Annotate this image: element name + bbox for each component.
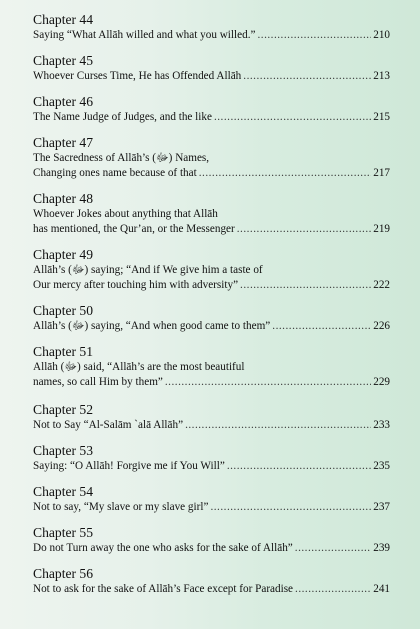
entry-line bbox=[33, 541, 390, 556]
entry-description bbox=[33, 110, 390, 125]
toc-entry-chapter-56 bbox=[33, 566, 390, 597]
entry-title: Allāh’s (ﷻ) saying, “And when good came to them” bbox=[33, 320, 271, 332]
entry-description bbox=[33, 500, 390, 515]
dot-leader bbox=[227, 459, 371, 474]
page-number: 219 bbox=[373, 223, 390, 235]
entry-title: Not to ask for the sake of Allāh’s Face except for Paradise bbox=[33, 583, 294, 595]
entry-line bbox=[33, 69, 390, 84]
entry-line bbox=[33, 360, 390, 375]
chapter-heading: Chapter 52 bbox=[33, 402, 94, 417]
entry-description bbox=[33, 459, 390, 474]
toc-entry-chapter-44 bbox=[33, 12, 390, 43]
entry-description bbox=[33, 207, 390, 237]
entry-title: Not to say, “My slave or my slave girl” bbox=[33, 501, 209, 513]
entry-description bbox=[33, 151, 390, 181]
entry-title-line-2: names, so call Him by them” bbox=[33, 376, 163, 388]
chapter-heading: Chapter 51 bbox=[33, 344, 94, 359]
chapter-heading: Chapter 54 bbox=[33, 484, 94, 499]
page-number: 217 bbox=[373, 167, 390, 179]
chapter-heading: Chapter 45 bbox=[33, 53, 94, 68]
dot-leader bbox=[257, 28, 371, 43]
toc-entry-chapter-53 bbox=[33, 443, 390, 474]
entry-description bbox=[33, 360, 390, 390]
entry-line bbox=[33, 459, 390, 474]
dot-leader bbox=[165, 375, 371, 390]
dot-leader bbox=[185, 418, 371, 433]
toc-entry-chapter-55 bbox=[33, 525, 390, 556]
entry-title: Saying “What Allāh willed and what you willed.” bbox=[33, 29, 256, 41]
page-number: 233 bbox=[373, 419, 390, 431]
dot-leader bbox=[240, 278, 371, 293]
toc-entry-chapter-47 bbox=[33, 135, 390, 181]
page-number: 215 bbox=[373, 111, 390, 123]
entry-line bbox=[33, 319, 390, 334]
toc-entry-chapter-45 bbox=[33, 53, 390, 84]
entry-title: Saying: “O Allāh! Forgive me if You Will” bbox=[33, 460, 225, 472]
entry-title-line-2: has mentioned, the Qur’an, or the Messenger bbox=[33, 223, 235, 235]
entry-line bbox=[33, 207, 390, 222]
entry-title: Whoever Curses Time, He has Offended Allāh bbox=[33, 70, 242, 82]
chapter-heading: Chapter 46 bbox=[33, 94, 94, 109]
page-number: 210 bbox=[373, 29, 390, 41]
dot-leader bbox=[210, 500, 371, 515]
dot-leader bbox=[214, 110, 371, 125]
page-number: 239 bbox=[373, 542, 390, 554]
toc-entry-chapter-48 bbox=[33, 191, 390, 237]
entry-description bbox=[33, 28, 390, 43]
page-number: 237 bbox=[373, 501, 390, 513]
toc-entry-chapter-50 bbox=[33, 303, 390, 334]
page-number: 235 bbox=[373, 460, 390, 472]
toc-entry-chapter-49 bbox=[33, 247, 390, 293]
dot-leader bbox=[295, 582, 371, 597]
entry-description bbox=[33, 418, 390, 433]
dot-leader bbox=[199, 166, 371, 181]
toc-entry-chapter-52 bbox=[33, 402, 390, 433]
entry-description bbox=[33, 69, 390, 84]
dot-leader bbox=[272, 319, 371, 334]
entry-title: The Name Judge of Judges, and the like bbox=[33, 111, 212, 123]
toc-entry-chapter-46 bbox=[33, 94, 390, 125]
chapter-heading: Chapter 49 bbox=[33, 247, 94, 262]
entry-title: Not to Say “Al-Salām `alā Allāh” bbox=[33, 419, 184, 431]
page-number: 241 bbox=[373, 583, 390, 595]
entry-title-line-1: Allāh’s (ﷻ) saying; “And if We give him a taste of bbox=[33, 264, 263, 276]
entry-line bbox=[33, 222, 390, 237]
entry-line bbox=[33, 263, 390, 278]
entry-line bbox=[33, 375, 390, 390]
entry-title: Do not Turn away the one who asks for the sake of Allāh” bbox=[33, 542, 293, 554]
entry-description bbox=[33, 319, 390, 334]
chapter-heading: Chapter 56 bbox=[33, 566, 94, 581]
entry-title-line-2: Changing ones name because of that bbox=[33, 167, 197, 179]
entry-description bbox=[33, 541, 390, 556]
dot-leader bbox=[243, 69, 371, 84]
entry-title-line-1: Allāh (ﷻ) said, “Allāh’s are the most beautiful bbox=[33, 361, 245, 373]
page-number: 226 bbox=[373, 320, 390, 332]
entry-line bbox=[33, 110, 390, 125]
entry-description bbox=[33, 263, 390, 293]
entry-line bbox=[33, 418, 390, 433]
page-number: 213 bbox=[373, 70, 390, 82]
entry-line bbox=[33, 166, 390, 181]
entry-line bbox=[33, 278, 390, 293]
entry-line bbox=[33, 582, 390, 597]
page-number: 222 bbox=[373, 279, 390, 291]
entry-title-line-1: Whoever Jokes about anything that Allāh bbox=[33, 208, 218, 220]
dot-leader bbox=[237, 222, 371, 237]
chapter-heading: Chapter 55 bbox=[33, 525, 94, 540]
chapter-heading: Chapter 50 bbox=[33, 303, 94, 318]
entry-line bbox=[33, 28, 390, 43]
entry-description bbox=[33, 582, 390, 597]
chapter-heading: Chapter 48 bbox=[33, 191, 94, 206]
entry-line bbox=[33, 151, 390, 166]
chapter-heading: Chapter 47 bbox=[33, 135, 94, 150]
entry-title-line-1: The Sacredness of Allāh’s (ﷻ) Names, bbox=[33, 152, 210, 164]
page-number: 229 bbox=[373, 376, 390, 388]
toc-entry-chapter-54 bbox=[33, 484, 390, 515]
dot-leader bbox=[295, 541, 371, 556]
entry-line bbox=[33, 500, 390, 515]
entry-title-line-2: Our mercy after touching him with adversity” bbox=[33, 279, 239, 291]
chapter-heading: Chapter 53 bbox=[33, 443, 94, 458]
chapter-heading: Chapter 44 bbox=[33, 12, 94, 27]
toc-entry-chapter-51 bbox=[33, 344, 390, 390]
